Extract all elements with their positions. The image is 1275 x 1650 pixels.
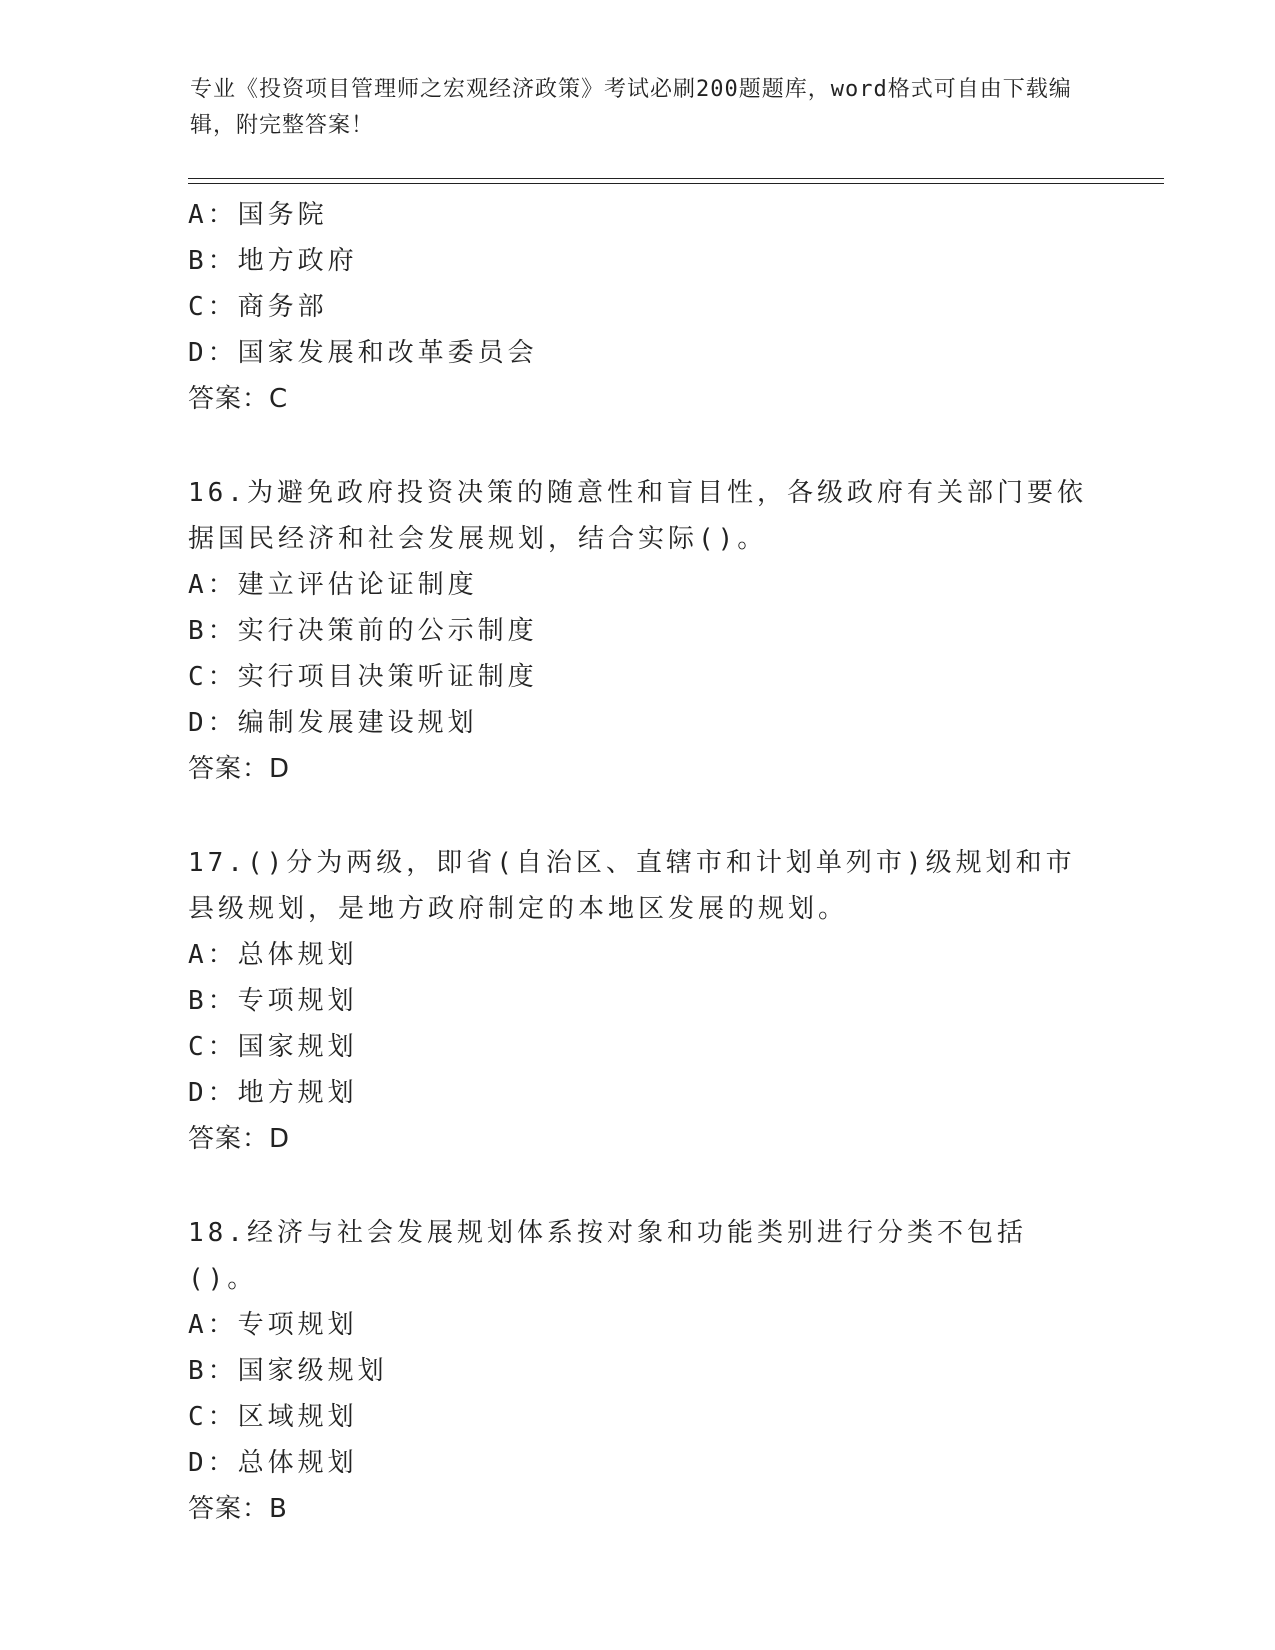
question-18-block bbox=[188, 1210, 1088, 1532]
option-b: B：专项规划 bbox=[188, 986, 358, 1016]
spacer bbox=[188, 1162, 1088, 1210]
question-17-stem: 17.()分为两级，即省(自治区、直辖市和计划单列市)级规划和市县级规划，是地方政府制定的本地区发展的规划。 bbox=[188, 848, 1076, 924]
option-b: B：地方政府 bbox=[188, 246, 358, 276]
question-16-stem: 16.为避免政府投资决策的随意性和盲目性，各级政府有关部门要依据国民经济和社会发展规划，结合实际()。 bbox=[188, 478, 1087, 554]
question-16-block bbox=[188, 470, 1088, 792]
question-18-stem: 18.经济与社会发展规划体系按对象和功能类别进行分类不包括()。 bbox=[188, 1218, 1027, 1294]
answer-line: 答案：D bbox=[188, 754, 291, 784]
answer-line: 答案：B bbox=[188, 1494, 288, 1524]
option-c: C：商务部 bbox=[188, 292, 328, 322]
option-d: D：国家发展和改革委员会 bbox=[188, 338, 538, 368]
option-a: A：总体规划 bbox=[188, 940, 358, 970]
question-15-block bbox=[188, 192, 1088, 422]
option-a: A：专项规划 bbox=[188, 1310, 358, 1340]
option-d: D：地方规划 bbox=[188, 1078, 358, 1108]
option-c: C：实行项目决策听证制度 bbox=[188, 662, 538, 692]
option-b: B：实行决策前的公示制度 bbox=[188, 616, 538, 646]
option-b: B：国家级规划 bbox=[188, 1356, 388, 1386]
question-17-block bbox=[188, 840, 1088, 1162]
header-rule-top bbox=[188, 178, 1164, 179]
document-header: 专业《投资项目管理师之宏观经济政策》考试必刷200题题库，word格式可自由下载编辑，附完整答案！ bbox=[190, 77, 1072, 138]
spacer bbox=[188, 422, 1088, 470]
question-content bbox=[188, 192, 1088, 1532]
option-a: A：国务院 bbox=[188, 200, 328, 230]
option-c: C：国家规划 bbox=[188, 1032, 358, 1062]
option-d: D：总体规划 bbox=[188, 1448, 358, 1478]
answer-line: 答案：D bbox=[188, 1124, 291, 1154]
answer-line: 答案：C bbox=[188, 384, 289, 414]
header-rule-bottom bbox=[188, 183, 1164, 184]
option-c: C：区域规划 bbox=[188, 1402, 358, 1432]
option-d: D：编制发展建设规划 bbox=[188, 708, 478, 738]
option-a: A：建立评估论证制度 bbox=[188, 570, 478, 600]
spacer bbox=[188, 792, 1088, 840]
